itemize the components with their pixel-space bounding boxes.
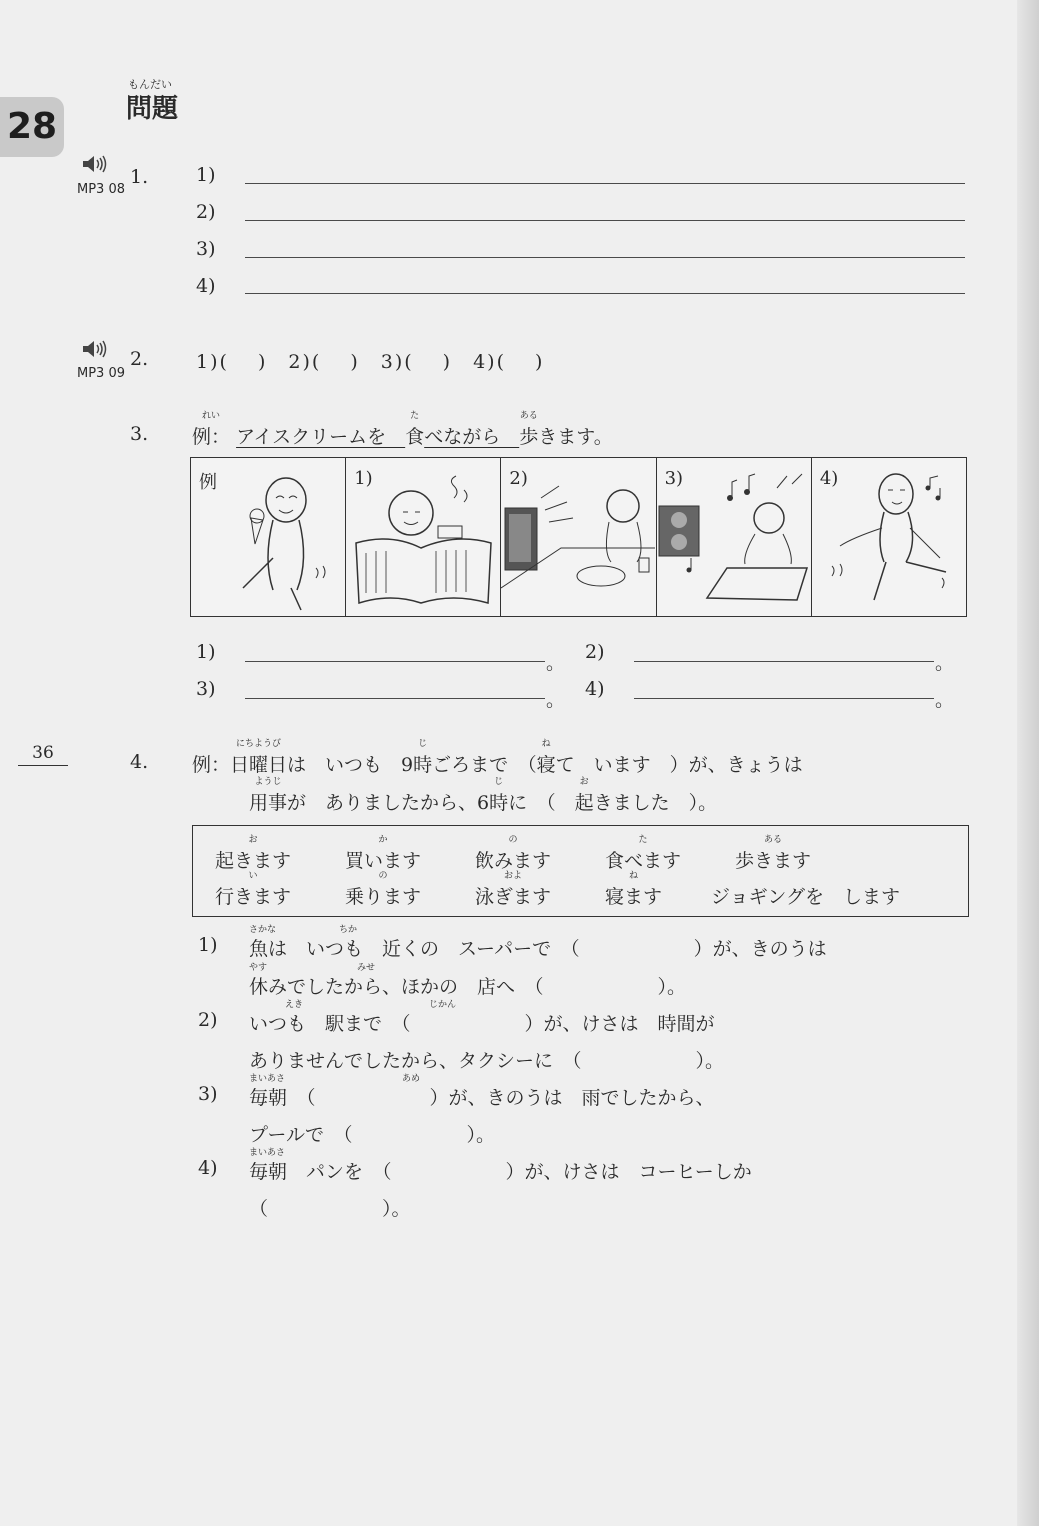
q1-item-label: 2) bbox=[196, 201, 216, 223]
watching-tv-eating-icon bbox=[501, 458, 655, 616]
lesson-number-tab: 28 bbox=[0, 97, 64, 157]
q3-answer-label: 2) bbox=[585, 641, 605, 663]
title-ruby: もんだい bbox=[128, 78, 172, 91]
sentence-period: 。 bbox=[935, 689, 955, 711]
page-title: 問題 bbox=[126, 94, 179, 124]
page-number: 36 bbox=[18, 743, 68, 766]
furigana: まいあさ bbox=[249, 1148, 286, 1158]
answer-line[interactable] bbox=[245, 220, 965, 221]
q3-answer-label: 4) bbox=[585, 678, 605, 700]
vocab-word: い 行きます bbox=[215, 871, 292, 908]
vocab-word: の 飲みます bbox=[475, 835, 552, 872]
vocab-word: ジョギングを します bbox=[711, 886, 901, 908]
answer-line[interactable] bbox=[634, 661, 934, 662]
example-label: れい 例： bbox=[192, 411, 231, 448]
sentence-period: 。 bbox=[546, 689, 566, 711]
furigana: やす みせ bbox=[249, 963, 376, 973]
walking-singing-icon bbox=[812, 458, 966, 616]
answer-line[interactable] bbox=[634, 698, 934, 699]
q1-item-label: 4) bbox=[196, 275, 216, 297]
furigana: えき じかん bbox=[249, 1000, 457, 1010]
q4-item-line[interactable]: ありませんでしたから、タクシーに （ ）。 bbox=[249, 1050, 725, 1072]
q4-item-line[interactable]: プールで （ ）。 bbox=[249, 1124, 496, 1146]
question-number: 1. bbox=[130, 166, 149, 188]
question-number: 4. bbox=[130, 751, 149, 773]
q4-item-line[interactable]: いつも 駅まで （ ）が、けさは 時間が bbox=[249, 1013, 715, 1035]
q4-item-number: 2) bbox=[198, 1009, 218, 1031]
studying-with-music-icon bbox=[657, 458, 811, 616]
q4-item-line[interactable]: 休みでしたから、ほかの 店へ （ ）。 bbox=[249, 976, 687, 998]
sentence-period: 。 bbox=[546, 652, 566, 674]
q2-answer-choices[interactable]: 1)( ) 2)( ) 3)( ) 4)( ) bbox=[196, 351, 545, 373]
example-sentence: アイスクリームを た 食べながら ある 歩 bbox=[236, 411, 539, 448]
furigana: まいあさ あめ bbox=[249, 1074, 421, 1084]
sentence-period: 。 bbox=[935, 652, 955, 674]
q3-example: れい 例： アイスクリームを た 食べながら ある 歩きます。 bbox=[192, 411, 613, 448]
vocab-word: ある 歩きます bbox=[735, 835, 812, 872]
walking-eating-icecream-icon bbox=[191, 458, 345, 616]
speaker-icon[interactable] bbox=[82, 339, 108, 359]
q4-item-line[interactable]: 毎朝 （ ）が、きのうは 雨でしたから、 bbox=[249, 1087, 715, 1109]
question-number: 2. bbox=[130, 348, 149, 370]
vocab-word: た 食べます bbox=[605, 835, 682, 872]
audio-track-label: MP3 08 bbox=[77, 182, 126, 197]
answer-line[interactable] bbox=[245, 293, 965, 294]
q4-example-line1: 例： にちようび 日曜日は いつも 9 じ 時ごろまで （ ね 寝て います ）が、きょうは bbox=[192, 739, 803, 776]
q4-item-line[interactable]: 毎朝 パンを （ ）が、けさは コーヒーしか bbox=[249, 1161, 752, 1183]
vocab-word: の 乗ります bbox=[345, 871, 422, 908]
answer-line[interactable] bbox=[245, 183, 965, 184]
question-number: 3. bbox=[130, 423, 149, 445]
audio-track-label: MP3 09 bbox=[77, 366, 126, 381]
q3-answer-label: 1) bbox=[196, 641, 216, 663]
picture-4: 4) bbox=[811, 458, 966, 616]
picture-2: 2) bbox=[500, 458, 655, 616]
q4-item-line[interactable]: （ ）。 bbox=[249, 1198, 411, 1220]
speaker-icon[interactable] bbox=[82, 154, 108, 174]
q4-item-line[interactable]: 魚は いつも 近くの スーパーで （ ）が、きのうは bbox=[249, 938, 827, 960]
reading-newspaper-icon bbox=[346, 458, 500, 616]
picture-strip bbox=[190, 457, 967, 617]
answer-line[interactable] bbox=[245, 257, 965, 258]
q4-item-number: 3) bbox=[198, 1083, 218, 1105]
q1-item-label: 1) bbox=[196, 164, 216, 186]
q4-item-number: 1) bbox=[198, 934, 218, 956]
furigana: さかな ちか bbox=[249, 925, 358, 935]
page-edge bbox=[1017, 0, 1039, 1526]
picture-example: 例 bbox=[191, 458, 345, 616]
vocab-word: か 買います bbox=[345, 835, 422, 872]
vocab-word: およ 泳ぎます bbox=[475, 871, 552, 908]
q3-answer-label: 3) bbox=[196, 678, 216, 700]
q4-example-line2: ようじ 用事が ありましたから、6 じ 時に （ お 起きました ）。 bbox=[249, 777, 718, 814]
vocab-word: お 起きます bbox=[215, 835, 292, 872]
picture-3: 3) bbox=[656, 458, 811, 616]
q4-item-number: 4) bbox=[198, 1157, 218, 1179]
vocabulary-box bbox=[192, 825, 969, 917]
vocab-word: ね 寝ます bbox=[605, 871, 663, 908]
q1-item-label: 3) bbox=[196, 238, 216, 260]
answer-line[interactable] bbox=[245, 661, 545, 662]
picture-1: 1) bbox=[345, 458, 500, 616]
answer-line[interactable] bbox=[245, 698, 545, 699]
